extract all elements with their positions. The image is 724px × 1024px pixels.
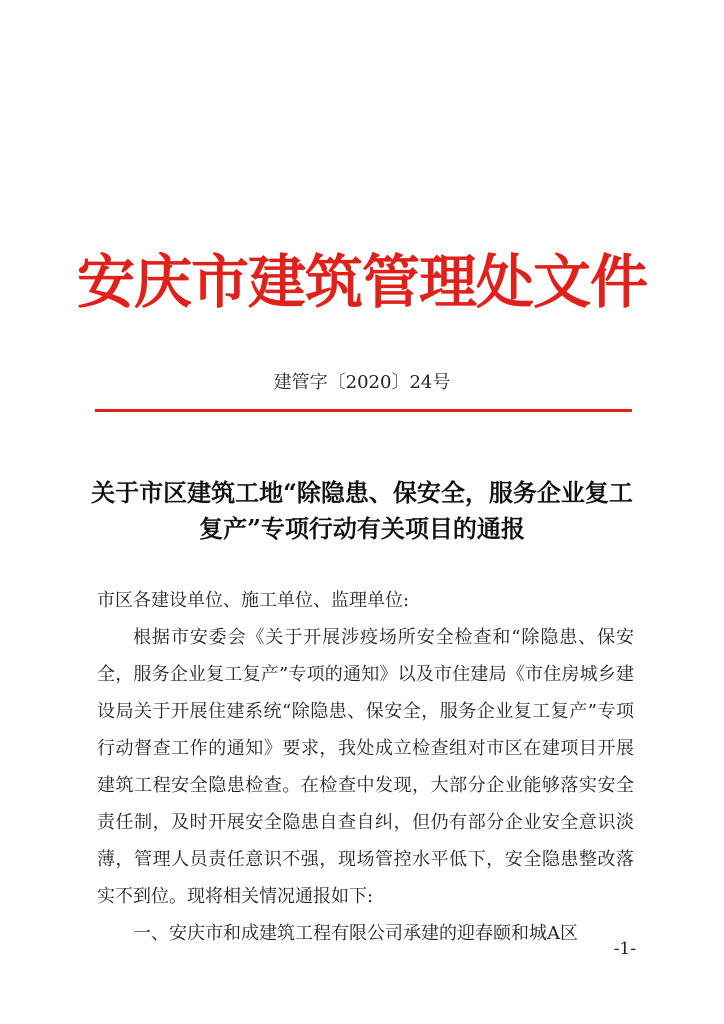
document-number: 建管字〔2020〕24号 <box>273 372 451 393</box>
body-text <box>97 619 634 952</box>
page-number: -1- <box>613 939 636 959</box>
notice-title: 关于市区建筑工地“除隐患、保安全，服务企业复工复产”专项行动有关项目的通报 <box>91 478 633 543</box>
red-divider-line <box>95 409 632 412</box>
paragraph: 根据市安委会《关于开展涉疫场所安全检查和“除隐患、保安全，服务企业复工复产”专项的通知》以及市住建局《市住房城乡建设局关于开展住建系统“除隐患、保安全，服务企业复工复产”专项行动督查工作的通知》要求，我处成立检查组对市区在建项目开展建筑工程安全隐患检查。在检查中发现，大部分企业能够落实安全责任制，及时开展安全隐患自查自纠，但仍有部分企业安全意识淡薄，管理人员责任意识不强，现场管控水平低下，安全隐患整改落实不到位。现将相关情况通报如下: <box>97 627 634 907</box>
paragraph: 一、安庆市和成建筑工程有限公司承建的迎春颐和城A区 <box>133 923 578 944</box>
salutation: 市区各建设单位、施工单位、监理单位: <box>97 590 410 611</box>
document-header-title: 安庆市建筑管理处文件 <box>76 248 647 316</box>
